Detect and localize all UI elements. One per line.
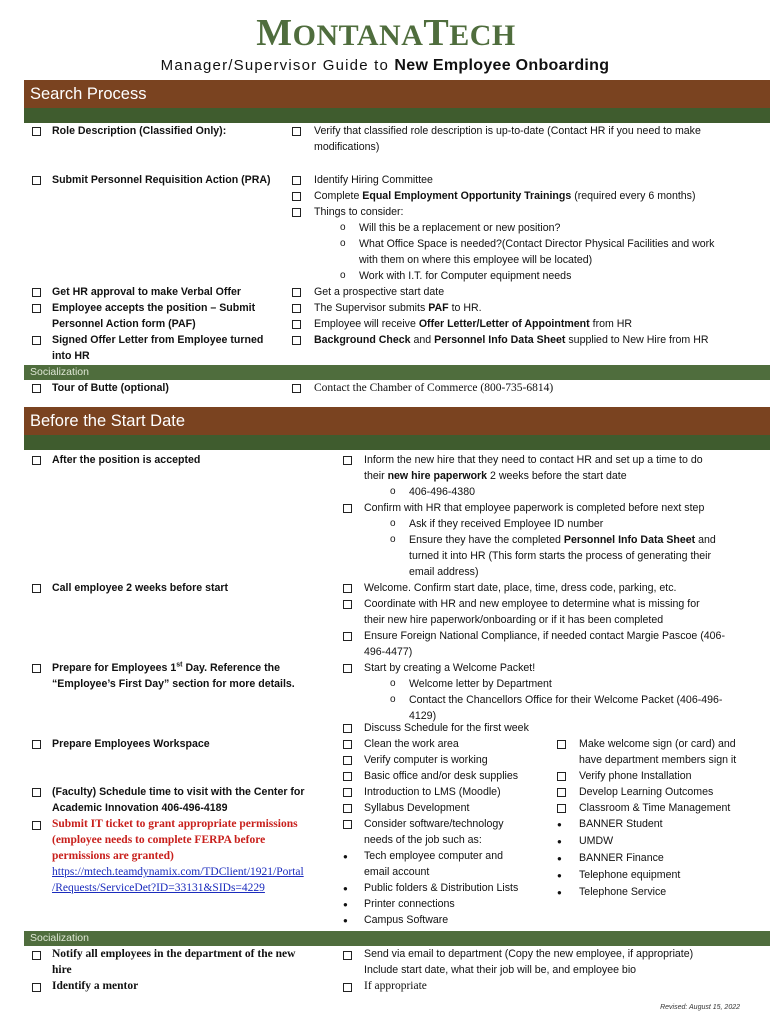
item-submit-pra: Submit Personnel Requisition Action (PRA) [52, 174, 271, 186]
ensure-data-sheet: Ensure they have the completed Personnel Info Data Sheet and [409, 534, 716, 546]
checkbox-notify-employees[interactable] [32, 951, 41, 960]
task-consider-software-cont: needs of the job such as: [364, 834, 482, 846]
checkbox-things-to-consider[interactable] [292, 208, 301, 217]
revision-date: Revised: August 15, 2022 [660, 1004, 740, 1011]
task-confirm-hr: Confirm with HR that employee paperwork is completed before next step [364, 502, 705, 514]
checkbox-background-check[interactable] [292, 336, 301, 345]
item-tour-butte: Tour of Butte (optional) [52, 382, 169, 394]
task-if-appropriate: If appropriate [364, 980, 427, 992]
welcome-letter: Welcome letter by Department [409, 678, 552, 690]
item-call-employee: Call employee 2 weeks before start [52, 582, 229, 594]
task-lms-intro: Introduction to LMS (Moodle) [364, 786, 501, 798]
checkbox-offer-letter[interactable] [292, 320, 301, 329]
it-ticket-link-cont[interactable]: /Requests/ServiceDet?ID=33131&SIDs=4229 [52, 882, 265, 894]
task-verify-role-cont: modifications) [314, 141, 380, 153]
checkbox-foreign-national[interactable] [343, 632, 352, 641]
item-after-accepted: After the position is accepted [52, 454, 201, 466]
checkbox-tour-butte[interactable] [32, 384, 41, 393]
bullet: ● [343, 900, 348, 909]
it-ticket-link[interactable]: https://mtech.teamdynamix.com/TDClient/1921/Portal [52, 866, 304, 878]
item-signed-offer: Signed Offer Letter from Employee turned [52, 334, 264, 346]
software-telephone-service: Telephone Service [579, 886, 667, 898]
checkbox-if-appropriate[interactable] [343, 983, 352, 992]
task-chamber-of-commerce: Contact the Chamber of Commerce (800-735-6814) [314, 382, 554, 394]
task-verify-computer: Verify computer is working [364, 754, 488, 766]
section-subbar [24, 108, 770, 123]
task-identify-committee: Identify Hiring Committee [314, 174, 433, 186]
circle-bullet: o [340, 238, 346, 249]
hr-phone: 406-496-4380 [409, 486, 475, 498]
checkbox-submit-paf[interactable] [292, 304, 301, 313]
checkbox-faculty-visit[interactable] [32, 788, 41, 797]
checkbox-consider-software[interactable] [343, 820, 352, 829]
section-subbar [24, 435, 770, 450]
task-learning-outcomes: Develop Learning Outcomes [579, 786, 714, 798]
checkbox-coordinate-hr[interactable] [343, 600, 352, 609]
task-discuss-schedule: Discuss Schedule for the first week [364, 722, 529, 734]
task-send-email: Send via email to department (Copy the new employee, if appropriate) [364, 948, 694, 960]
checkbox-identify-committee[interactable] [292, 176, 301, 185]
checkbox-syllabus[interactable] [343, 804, 352, 813]
circle-bullet: o [390, 486, 396, 497]
circle-bullet: o [340, 270, 346, 281]
task-syllabus: Syllabus Development [364, 802, 470, 814]
checkbox-verify-computer[interactable] [343, 756, 352, 765]
task-welcome-sign: Make welcome sign (or card) and [579, 738, 736, 750]
checkbox-hr-approval[interactable] [32, 288, 41, 297]
item-it-ticket-cont: (employee needs to complete FERPA before [52, 834, 266, 846]
checkbox-call-employee[interactable] [32, 584, 41, 593]
task-office-supplies: Basic office and/or desk supplies [364, 770, 519, 782]
task-inform-new-hire: Inform the new hire that they need to contact HR and set up a time to do [364, 454, 703, 466]
checkbox-welcome-packet[interactable] [343, 664, 352, 673]
circle-bullet: o [390, 678, 396, 689]
item-employee-accepts-cont: Personnel Action form (PAF) [52, 318, 196, 330]
task-offer-letter: Employee will receive Offer Letter/Letter of Appointment from HR [314, 318, 633, 330]
task-verify-role: Verify that classified role description is up-to-date (Contact HR if you need to make [314, 125, 701, 137]
task-things-to-consider: Things to consider: [314, 206, 404, 218]
item-hr-approval: Get HR approval to make Verbal Offer [52, 286, 241, 298]
software-tech-computer: Tech employee computer and [364, 850, 503, 862]
checkbox-submit-pra[interactable] [32, 176, 41, 185]
bullet: ● [343, 916, 348, 925]
checkbox-welcome-sign[interactable] [557, 740, 566, 749]
section-header-before-start: Before the Start Date [24, 407, 770, 435]
bullet: ● [343, 852, 348, 861]
software-campus: Campus Software [364, 914, 449, 926]
checkbox-it-ticket[interactable] [32, 821, 41, 830]
checkbox-identify-mentor[interactable] [32, 983, 41, 992]
checkbox-learning-outcomes[interactable] [557, 788, 566, 797]
item-identify-mentor: Identify a mentor [52, 980, 139, 992]
task-classroom-mgmt: Classroom & Time Management [579, 802, 731, 814]
bullet: ● [557, 871, 562, 880]
item-it-ticket-cont2: permissions are granted) [52, 850, 174, 862]
software-umdw: UMDW [579, 835, 614, 847]
checkbox-employee-accepts[interactable] [32, 304, 41, 313]
ensure-data-sheet-cont: turned it into HR (This form starts the process of generating their [409, 550, 712, 562]
checkbox-role-description[interactable] [32, 127, 41, 136]
task-welcome-sign-cont: have department members sign it [579, 754, 737, 766]
checkbox-signed-offer[interactable] [32, 336, 41, 345]
task-inform-new-hire-cont: their new hire paperwork 2 weeks before the start date [364, 470, 627, 482]
item-it-ticket: Submit IT ticket to grant appropriate permissions [52, 818, 298, 830]
task-coordinate-hr: Coordinate with HR and new employee to determine what is missing for [364, 598, 700, 610]
software-banner-finance: BANNER Finance [579, 852, 664, 864]
item-signed-offer-cont: into HR [52, 350, 90, 362]
checkbox-classroom-mgmt[interactable] [557, 804, 566, 813]
checkbox-chamber[interactable] [292, 384, 301, 393]
task-consider-software: Consider software/technology [364, 818, 504, 830]
circle-bullet: o [390, 518, 396, 529]
bullet: ● [557, 837, 562, 846]
task-background-check: Background Check and Personnel Info Data Sheet supplied to New Hire from HR [314, 334, 709, 346]
task-eeo-training: Complete Equal Employment Opportunity Trainings (required every 6 months) [314, 190, 696, 202]
checkbox-inform-new-hire[interactable] [343, 456, 352, 465]
item-faculty-visit-cont: Academic Innovation 406-496-4189 [52, 802, 228, 814]
circle-bullet: o [390, 694, 396, 705]
section-header-search-process: Search Process [24, 80, 770, 108]
bullet: ● [343, 884, 348, 893]
software-public-folders: Public folders & Distribution Lists [364, 882, 519, 894]
item-prepare-first-day: Prepare for Employees 1st Day. Reference the [52, 661, 281, 674]
socialization-bar: Socialization [24, 931, 770, 946]
task-coordinate-hr-cont: their new hire paperwork/onboarding or if it has been completed [364, 614, 664, 626]
task-phone-install: Verify phone Installation [579, 770, 692, 782]
task-welcome-packet: Start by creating a Welcome Packet! [364, 662, 536, 674]
checkbox-send-email[interactable] [343, 951, 352, 960]
consider-office-space-cont: with them on where this employee will be located) [359, 254, 593, 266]
bullet: ● [557, 820, 562, 829]
item-employee-accepts: Employee accepts the position – Submit [52, 302, 256, 314]
consider-replacement: Will this be a replacement or new position? [359, 222, 561, 234]
bullet: ● [557, 888, 562, 897]
task-foreign-national: Ensure Foreign National Compliance, if needed contact Margie Pascoe (406- [364, 630, 725, 642]
ask-employee-id: Ask if they received Employee ID number [409, 518, 604, 530]
consider-office-space: What Office Space is needed?(Contact Director Physical Facilities and work [359, 238, 715, 250]
checkbox-prepare-workspace[interactable] [32, 740, 41, 749]
item-prepare-workspace: Prepare Employees Workspace [52, 738, 210, 750]
ensure-data-sheet-cont2: email address) [409, 566, 479, 578]
item-notify-employees: Notify all employees in the department of the new [52, 948, 296, 960]
bullet: ● [557, 854, 562, 863]
checkbox-discuss-schedule[interactable] [343, 724, 352, 733]
checkbox-office-supplies[interactable] [343, 772, 352, 781]
software-printer: Printer connections [364, 898, 455, 910]
item-notify-employees-cont: hire [52, 964, 72, 976]
task-start-date: Get a prospective start date [314, 286, 445, 298]
chancellor-packet: Contact the Chancellors Office for their Welcome Packet (406-496- [409, 694, 723, 706]
software-banner-student: BANNER Student [579, 818, 663, 830]
consider-it-equipment: Work with I.T. for Computer equipment needs [359, 270, 572, 282]
checkbox-start-date[interactable] [292, 288, 301, 297]
checkbox-lms-intro[interactable] [343, 788, 352, 797]
socialization-bar: Socialization [24, 365, 770, 380]
checkbox-eeo-training[interactable] [292, 192, 301, 201]
circle-bullet: o [340, 222, 346, 233]
checkbox-verify-role[interactable] [292, 127, 301, 136]
task-send-email-cont: Include start date, what their job will be, and employee bio [364, 964, 637, 976]
task-clean-area: Clean the work area [364, 738, 459, 750]
item-prepare-first-day-cont: “Employee’s First Day” section for more details. [52, 678, 295, 690]
checkbox-welcome[interactable] [343, 584, 352, 593]
software-telephone-equipment: Telephone equipment [579, 869, 681, 881]
circle-bullet: o [390, 534, 396, 545]
item-faculty-visit: (Faculty) Schedule time to visit with the Center for [52, 786, 305, 798]
montana-tech-logo: MONTANATECH [256, 12, 516, 54]
checkbox-phone-install[interactable] [557, 772, 566, 781]
task-submit-paf: The Supervisor submits PAF to HR. [314, 302, 482, 314]
chancellor-packet-cont: 4129) [409, 710, 437, 722]
checkbox-clean-area[interactable] [343, 740, 352, 749]
software-tech-computer-cont: email account [364, 866, 430, 878]
item-role-description: Role Description (Classified Only): [52, 125, 227, 137]
task-welcome: Welcome. Confirm start date, place, time, dress code, parking, etc. [364, 582, 677, 594]
checkbox-prepare-first-day[interactable] [32, 664, 41, 673]
checkbox-after-accepted[interactable] [32, 456, 41, 465]
checkbox-confirm-hr[interactable] [343, 504, 352, 513]
task-foreign-national-cont: 496-4477) [364, 646, 413, 658]
page-title: Manager/Supervisor Guide to New Employee Onboarding [160, 57, 610, 74]
